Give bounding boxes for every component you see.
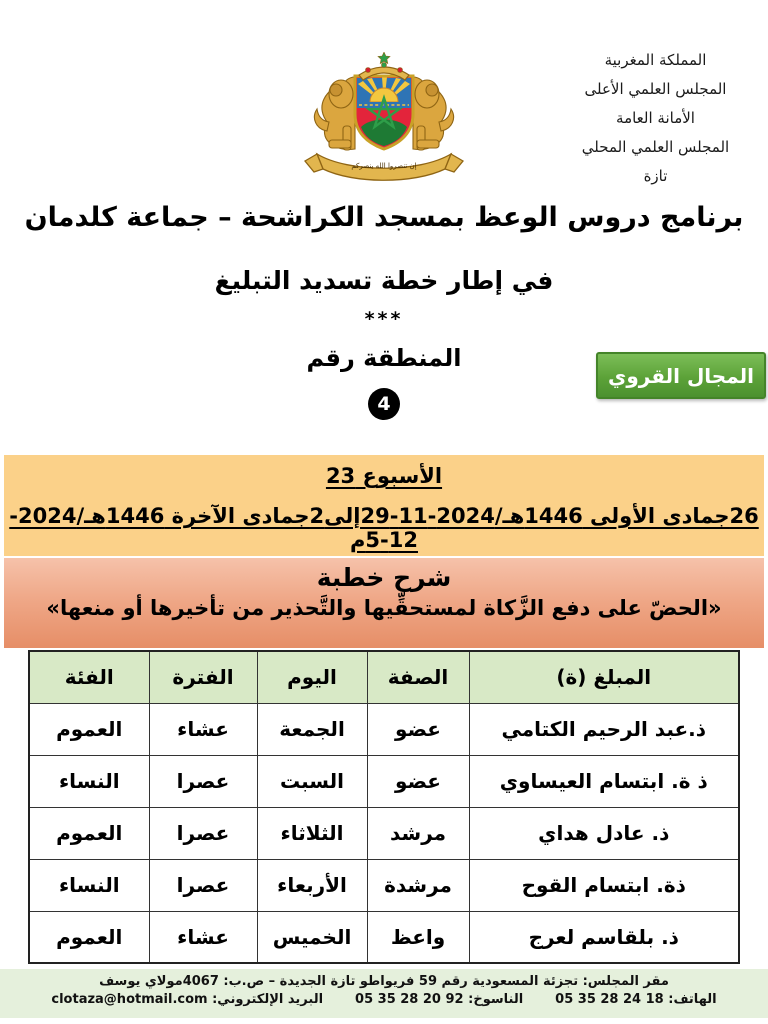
- table-row: [29, 911, 739, 963]
- header-audience: الفئة: [29, 651, 149, 703]
- letterhead-line-local-council: المجلس العلمي المحلي: [581, 138, 730, 156]
- email-label: البريد الإلكتروني:: [212, 992, 324, 1007]
- week-dates: 26جمادى الأولى 1446هـ/2024-11-29إلى2جمادى الآخرة 1446هـ/2024-12-5م: [9, 504, 759, 552]
- zone-label: المنطقة رقم: [306, 344, 462, 372]
- email-address: clotaza@hotmail.com: [51, 992, 208, 1007]
- table-row: [29, 703, 739, 755]
- page-title: برنامج دروس الوعظ بمسجد الكراشحة – جماعة كلدمان: [24, 202, 744, 233]
- cell: النساء: [29, 859, 149, 911]
- table-header-row: [29, 651, 739, 703]
- cell: واعظ: [367, 911, 469, 963]
- phone-label: الهاتف:: [668, 992, 717, 1007]
- table-row: [29, 807, 739, 859]
- cell: مرشد: [367, 807, 469, 859]
- cell: ذ. عادل هداي: [469, 807, 739, 859]
- cell: عضو: [367, 703, 469, 755]
- letterhead-line-secretariat: الأمانة العامة: [616, 109, 695, 127]
- sermon-topic: «الحضّ على دفع الزَّكاة لمستحقِّيها والتَّحذير من تأخيرها أو منعها»: [46, 596, 722, 620]
- cell: عشاء: [149, 911, 257, 963]
- week-banner: [4, 455, 764, 556]
- fax-entry: [355, 992, 523, 1007]
- cell: الجمعة: [257, 703, 367, 755]
- footer: [0, 969, 768, 1018]
- cell: العموم: [29, 703, 149, 755]
- letterhead-line-kingdom: المملكة المغربية: [604, 51, 707, 69]
- cell: عشاء: [149, 703, 257, 755]
- cell: عصرا: [149, 755, 257, 807]
- schedule-table: [28, 650, 740, 964]
- cell: عصرا: [149, 807, 257, 859]
- header-day: اليوم: [257, 651, 367, 703]
- letterhead: [553, 46, 758, 191]
- table-row: [29, 859, 739, 911]
- fax-label: الناسوخ:: [468, 992, 524, 1007]
- cell: عضو: [367, 755, 469, 807]
- rural-area-badge: المجال القروي: [596, 352, 766, 399]
- page-subtitle: في إطار خطة تسديد التبليغ: [214, 266, 554, 295]
- cell: العموم: [29, 807, 149, 859]
- cell: عصرا: [149, 859, 257, 911]
- coat-of-arms-icon: [299, 52, 469, 184]
- sermon-banner: [4, 558, 764, 648]
- letterhead-line-city: تازة: [643, 167, 668, 185]
- cell: ذ ة. ابتسام العيساوي: [469, 755, 739, 807]
- email-entry: [51, 992, 323, 1007]
- cell: مرشدة: [367, 859, 469, 911]
- cell: ذ.عبد الرحيم الكتامي: [469, 703, 739, 755]
- header-preacher: المبلغ (ة): [469, 651, 739, 703]
- phone-number: 05 35 28 24 18: [555, 992, 664, 1007]
- cell: العموم: [29, 911, 149, 963]
- cell: الأربعاء: [257, 859, 367, 911]
- header-time: الفترة: [149, 651, 257, 703]
- emblem-motto: إن تنصروا الله ينصركم: [351, 162, 417, 170]
- cell: النساء: [29, 755, 149, 807]
- cell: الخميس: [257, 911, 367, 963]
- week-number: الأسبوع 23: [325, 464, 443, 488]
- lion-icon: [314, 77, 355, 150]
- cell: الثلاثاء: [257, 807, 367, 859]
- table-body: [29, 703, 739, 963]
- table-row: [29, 755, 739, 807]
- cell: ذة. ابتسام القوح: [469, 859, 739, 911]
- sermon-heading: شرح خطبة: [316, 563, 452, 592]
- fax-number: 05 35 28 20 92: [355, 992, 464, 1007]
- footer-contacts: [0, 992, 768, 1007]
- phone-entry: [555, 992, 716, 1007]
- cell: ذ. بلقاسم لعرج: [469, 911, 739, 963]
- header-role: الصفة: [367, 651, 469, 703]
- cell: السبت: [257, 755, 367, 807]
- zone-number-badge: 4: [368, 388, 400, 420]
- letterhead-line-supreme-council: المجلس العلمي الأعلى: [584, 80, 727, 98]
- separator-stars: ***: [364, 308, 404, 330]
- council-address: مقر المجلس: تجزئة المسعودية رقم 59 فريواطو تازة الجديدة – ص.ب: 4067مولاي يوسف: [99, 974, 669, 989]
